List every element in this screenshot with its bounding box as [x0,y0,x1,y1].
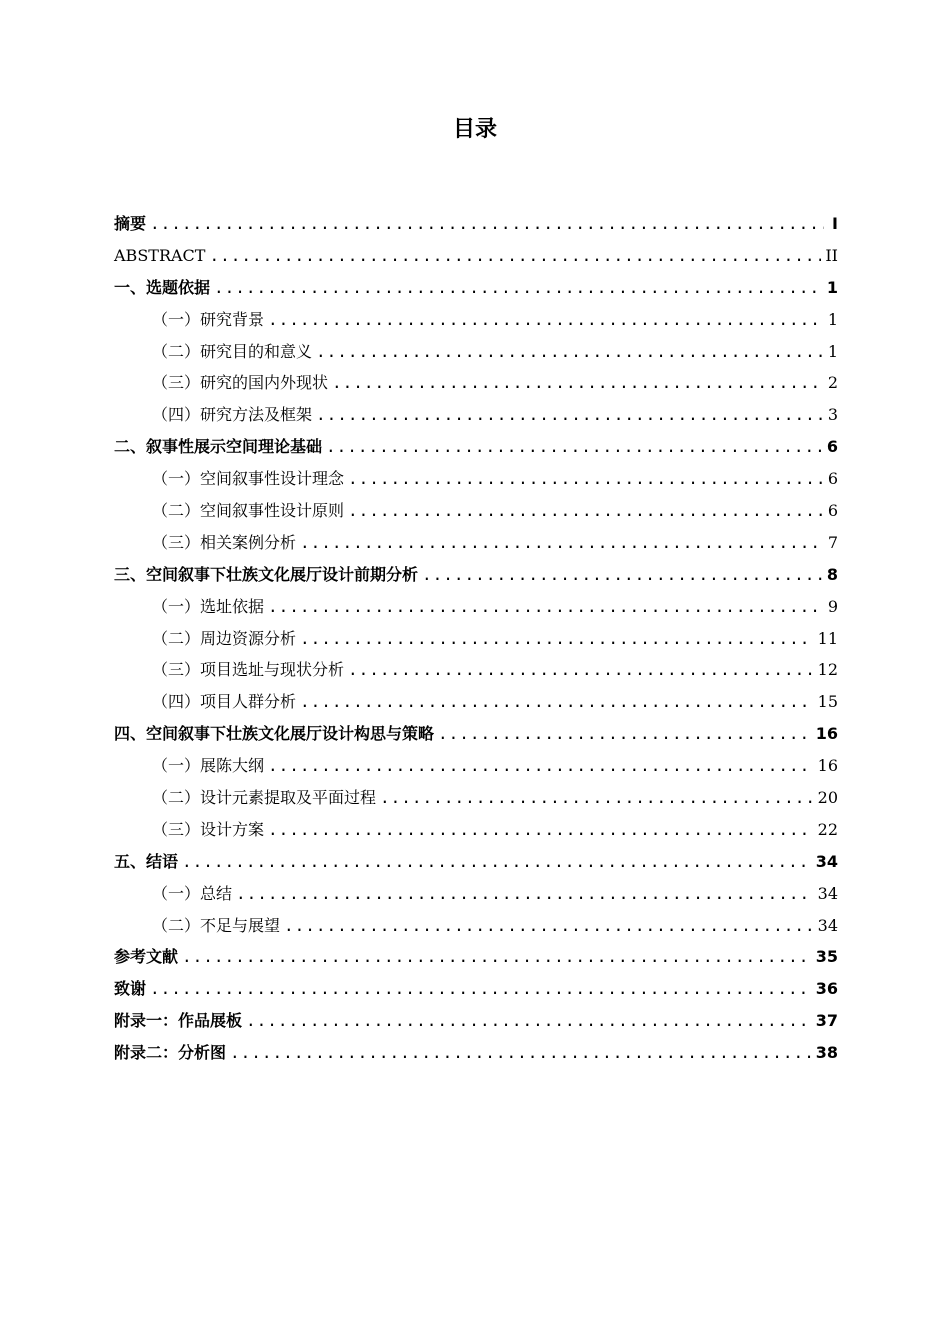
toc-entry-label: （一）总结 [152,883,233,903]
toc-entry-page-number: 8 [826,564,838,584]
toc-entry[interactable] [114,591,838,623]
toc-entry[interactable] [114,240,838,272]
toc-entry-label: 三、空间叙事下壮族文化展厅设计前期分析 [114,564,419,584]
toc-entry-page-number: 6 [827,501,838,521]
toc-leader-dots [284,910,814,942]
toc-leader-dots [246,1005,812,1037]
toc-entry-page-number: 35 [815,947,838,967]
toc-entry-page-number: 16 [817,756,838,776]
toc-entry-page-number: 9 [827,596,838,616]
toc-entry-label: （三）项目选址与现状分析 [152,660,345,680]
toc-leader-dots [380,782,814,814]
toc-entry-label: ABSTRACT [114,245,206,265]
toc-entry[interactable] [114,272,838,304]
toc-entry[interactable] [114,623,838,655]
toc-leader-dots [438,718,812,750]
toc-leader-dots [268,304,824,336]
toc-entry[interactable] [114,654,838,686]
toc-entry-label: 附录一：作品展板 [114,1011,243,1031]
toc-leader-dots [326,431,823,463]
toc-entry-label: 五、结语 [114,851,179,871]
toc-entry-page-number: 7 [827,532,838,552]
toc-leader-dots [209,240,821,272]
toc-leader-dots [348,495,824,527]
toc-entry[interactable] [114,846,838,878]
toc-entry[interactable] [114,941,838,973]
toc-entry-label: 附录二：分析图 [114,1043,227,1063]
toc-entry[interactable] [114,431,838,463]
toc-entry-label: （一）研究背景 [152,309,265,329]
toc-leader-dots [268,750,814,782]
toc-leader-dots [316,336,824,368]
toc-leader-dots [182,941,812,973]
toc-entry[interactable] [114,559,838,591]
toc-entry-page-number: 1 [826,277,838,297]
toc-entry-page-number: 15 [817,692,838,712]
toc-entry-label: （二）研究目的和意义 [152,341,313,361]
toc-entry[interactable] [114,973,838,1005]
toc-leader-dots [150,973,812,1005]
toc-leader-dots [300,527,824,559]
toc-entry-page-number: 34 [817,915,838,935]
toc-entry-page-number: 2 [827,373,838,393]
toc-entry-label: 一、选题依据 [114,277,211,297]
toc-entry[interactable] [114,750,838,782]
toc-entry[interactable] [114,718,838,750]
toc-entry-page-number: 34 [817,883,838,903]
toc-leader-dots [300,623,814,655]
toc-leader-dots [332,367,824,399]
toc-entry-label: 二、叙事性展示空间理论基础 [114,437,323,457]
page-title: 目录 [452,117,497,142]
toc-entry-page-number: 12 [817,660,838,680]
table-of-contents [114,208,838,1069]
toc-entry[interactable] [114,399,838,431]
toc-leader-dots [422,559,823,591]
toc-entry[interactable] [114,814,838,846]
toc-entry-page-number: 37 [815,1011,838,1031]
toc-entry-page-number: II [825,245,838,265]
toc-entry[interactable] [114,336,838,368]
toc-entry[interactable] [114,686,838,718]
toc-entry-label: 致谢 [114,979,147,999]
toc-entry-label: （四）项目人群分析 [152,692,297,712]
toc-entry-page-number: 20 [817,788,838,808]
toc-entry[interactable] [114,910,838,942]
toc-leader-dots [214,272,823,304]
toc-entry-label: （二）设计元素提取及平面过程 [152,788,377,808]
toc-leader-dots [230,1037,812,1069]
toc-entry[interactable] [114,1005,838,1037]
toc-entry-label: （四）研究方法及框架 [152,405,313,425]
toc-entry-label: 参考文献 [114,947,179,967]
toc-entry[interactable] [114,527,838,559]
toc-entry-page-number: 36 [815,979,838,999]
toc-entry-page-number: 3 [827,405,838,425]
toc-entry[interactable] [114,1037,838,1069]
toc-entry[interactable] [114,782,838,814]
toc-entry[interactable] [114,495,838,527]
toc-leader-dots [348,463,824,495]
toc-entry-page-number: 1 [827,341,838,361]
toc-leader-dots [300,686,814,718]
toc-entry-page-number: 11 [817,628,838,648]
toc-leader-dots [236,878,814,910]
toc-entry-page-number: 34 [815,851,838,871]
toc-leader-dots [268,591,824,623]
toc-entry[interactable] [114,304,838,336]
toc-entry-label: 四、空间叙事下壮族文化展厅设计构思与策略 [114,724,435,744]
toc-entry[interactable] [114,878,838,910]
toc-entry-label: （一）选址依据 [152,596,265,616]
toc-leader-dots [182,846,812,878]
toc-entry-label: （二）空间叙事性设计原则 [152,501,345,521]
toc-entry[interactable] [114,208,838,240]
toc-entry[interactable] [114,367,838,399]
toc-entry-page-number: I [832,214,838,233]
toc-entry-page-number: 38 [815,1043,838,1063]
toc-leader-dots [348,654,814,686]
toc-entry-label: （三）设计方案 [152,819,265,839]
toc-entry-label: 摘要 [114,214,147,233]
toc-entry-page-number: 16 [815,724,838,744]
toc-leader-dots [150,208,824,240]
toc-entry-page-number: 1 [827,309,838,329]
toc-entry-label: （一）展陈大纲 [152,756,265,776]
toc-leader-dots [316,399,824,431]
toc-entry-page-number: 6 [826,437,838,457]
toc-entry-label: （三）相关案例分析 [152,532,297,552]
toc-entry-label: （一）空间叙事性设计理念 [152,469,345,489]
toc-entry-label: （二）不足与展望 [152,915,281,935]
toc-entry-page-number: 6 [827,469,838,489]
toc-entry[interactable] [114,463,838,495]
toc-entry-label: （三）研究的国内外现状 [152,373,329,393]
toc-entry-label: （二）周边资源分析 [152,628,297,648]
toc-leader-dots [268,814,814,846]
toc-entry-page-number: 22 [817,819,838,839]
